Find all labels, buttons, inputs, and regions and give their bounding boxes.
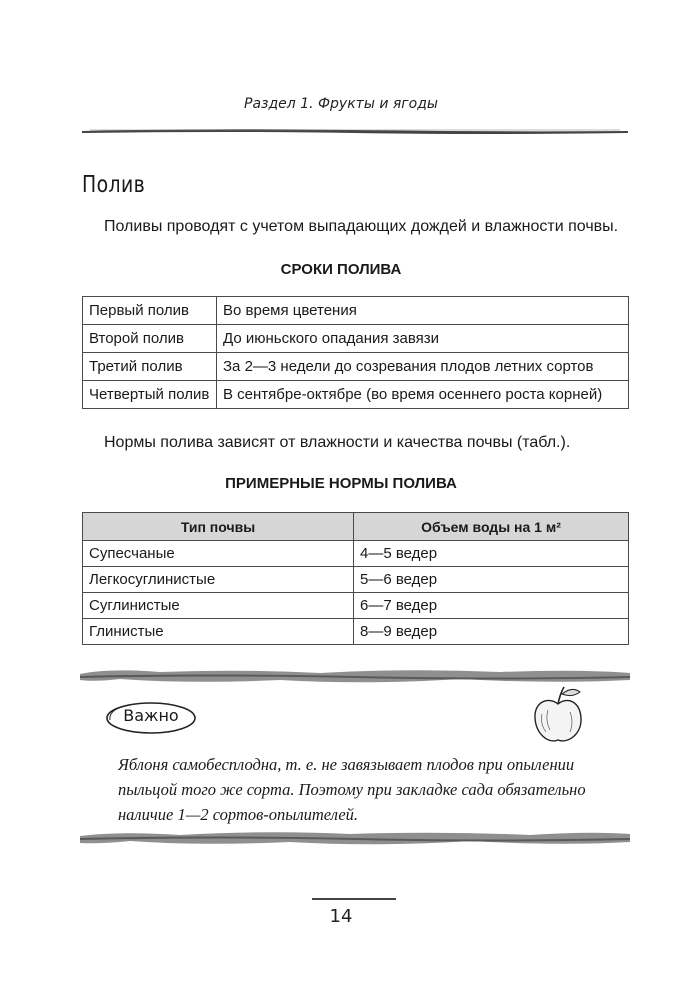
intro-paragraph: Поливы проводят с учетом выпадающих дождей и влажности почвы.	[104, 218, 619, 235]
apple-icon	[530, 684, 586, 746]
note-bottom-border	[80, 828, 630, 850]
table-row	[83, 567, 629, 593]
table-header-cell: Объем воды на 1 м²	[354, 513, 629, 541]
table-cell: 4—5 ведер	[354, 541, 629, 567]
watering-norms-table	[82, 512, 629, 645]
table-row	[83, 325, 629, 353]
table-cell: Четвертый полив	[83, 381, 217, 409]
table-row	[83, 381, 629, 409]
table-cell: Глинистые	[83, 619, 354, 645]
section-title: Полив	[82, 172, 146, 198]
table-cell: Первый полив	[83, 297, 217, 325]
table-cell: 5—6 ведер	[354, 567, 629, 593]
note-line: пыльцой того же сорта. Поэтому при закладке сада обязательно	[118, 780, 586, 799]
table-cell: 8—9 ведер	[354, 619, 629, 645]
table-row	[83, 353, 629, 381]
table-cell: Легкосуглинистые	[83, 567, 354, 593]
table-cell: В сентябре-октябре (во время осеннего роста корней)	[217, 381, 629, 409]
table-cell: Третий полив	[83, 353, 217, 381]
table-row	[83, 619, 629, 645]
table-cell: За 2—3 недели до созревания плодов летних сортов	[217, 353, 629, 381]
table-cell: Суглинистые	[83, 593, 354, 619]
watering-schedule-table	[82, 296, 629, 409]
note-line: Яблоня самобесплодна, т. е. не завязывает плодов при опылении	[118, 755, 575, 774]
table-row	[83, 541, 629, 567]
table-cell: Во время цветения	[217, 297, 629, 325]
table-row	[83, 593, 629, 619]
table-header-row	[83, 513, 629, 541]
table-cell: 6—7 ведер	[354, 593, 629, 619]
header-divider	[80, 126, 630, 136]
table-cell: Второй полив	[83, 325, 217, 353]
norms-table-title: ПРИМЕРНЫЕ НОРМЫ ПОЛИВА	[225, 475, 457, 492]
note-line: наличие 1—2 сортов-опылителей.	[118, 805, 359, 824]
norms-paragraph: Нормы полива зависят от влажности и качества почвы (табл.).	[104, 434, 571, 451]
important-note	[118, 752, 618, 827]
running-title: Раздел 1. Фрукты и ягоды	[244, 96, 438, 112]
watering-table-title: СРОКИ ПОЛИВА	[280, 261, 402, 278]
table-cell: До июньского опадания завязи	[217, 325, 629, 353]
table-cell: Супесчаные	[83, 541, 354, 567]
table-header-cell: Тип почвы	[83, 513, 354, 541]
page-number-rule	[312, 898, 396, 900]
important-label: Важно	[123, 706, 179, 725]
page-number: 14	[329, 906, 353, 927]
table-row	[83, 297, 629, 325]
